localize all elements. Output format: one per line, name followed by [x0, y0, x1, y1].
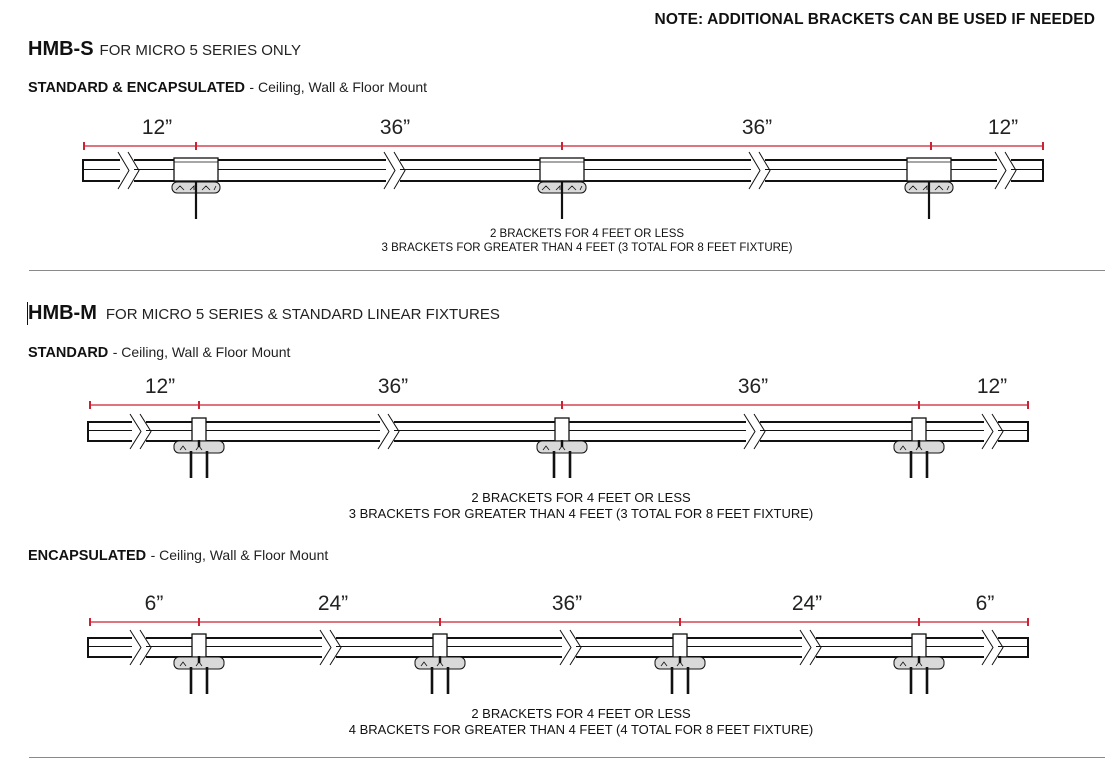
spacing-label: 6” [975, 592, 995, 615]
mounting-bracket-icon [172, 158, 220, 219]
mount-type: STANDARD [28, 345, 109, 361]
bracket-note-line: 2 BRACKETS FOR 4 FEET OR LESS [471, 706, 691, 721]
model-description: FOR MICRO 5 SERIES & STANDARD LINEAR FIXTURES [105, 306, 500, 323]
spacing-label: 12” [141, 116, 173, 139]
bracket-note-line: 4 BRACKETS FOR GREATER THAN 4 FEET (4 TOTAL FOR 8 FEET FIXTURE) [348, 722, 814, 737]
fixture-diagram [88, 592, 1028, 694]
spacing-label: 12” [987, 116, 1019, 139]
model-name: HMB-M [28, 302, 97, 324]
model-name: HMB-S [28, 38, 94, 60]
mount-description: - Ceiling, Wall & Floor Mount [249, 79, 428, 95]
additional-brackets-note: NOTE: ADDITIONAL BRACKETS CAN BE USED IF NEEDED [654, 11, 1095, 28]
dimension-line [90, 618, 1028, 626]
mount-type: ENCAPSULATED [28, 548, 147, 564]
mount-description: - Ceiling, Wall & Floor Mount [112, 344, 291, 360]
spacing-label: 36” [741, 116, 773, 139]
mount-description: - Ceiling, Wall & Floor Mount [150, 547, 329, 563]
bracket-note-line: 2 BRACKETS FOR 4 FEET OR LESS [471, 490, 691, 505]
spacing-label: 12” [144, 375, 176, 398]
spacing-label: 36” [379, 116, 411, 139]
fixture-diagram [88, 375, 1028, 478]
spacing-label: 12” [976, 375, 1008, 398]
dimension-line [90, 401, 1028, 409]
bracket-note-line: 3 BRACKETS FOR GREATER THAN 4 FEET (3 TOTAL FOR 8 FEET FIXTURE) [381, 242, 793, 254]
spacing-label: 24” [791, 592, 823, 615]
dimension-line [84, 142, 1043, 150]
bracket-note-line: 2 BRACKETS FOR 4 FEET OR LESS [489, 228, 685, 240]
spacing-label: 36” [377, 375, 409, 398]
mounting-bracket-icon [905, 158, 953, 219]
mounting-bracket-icon [538, 158, 586, 219]
model-description: FOR MICRO 5 SERIES ONLY [99, 42, 301, 59]
spacing-label: 6” [144, 592, 164, 615]
linear-fixture [88, 638, 1028, 657]
bracket-note-line: 3 BRACKETS FOR GREATER THAN 4 FEET (3 TOTAL FOR 8 FEET FIXTURE) [348, 506, 814, 521]
spacing-label: 36” [551, 592, 583, 615]
spacing-label: 24” [317, 592, 349, 615]
spacing-label: 36” [737, 375, 769, 398]
mount-type: STANDARD & ENCAPSULATED [28, 80, 245, 96]
fixture-diagram [83, 116, 1043, 219]
